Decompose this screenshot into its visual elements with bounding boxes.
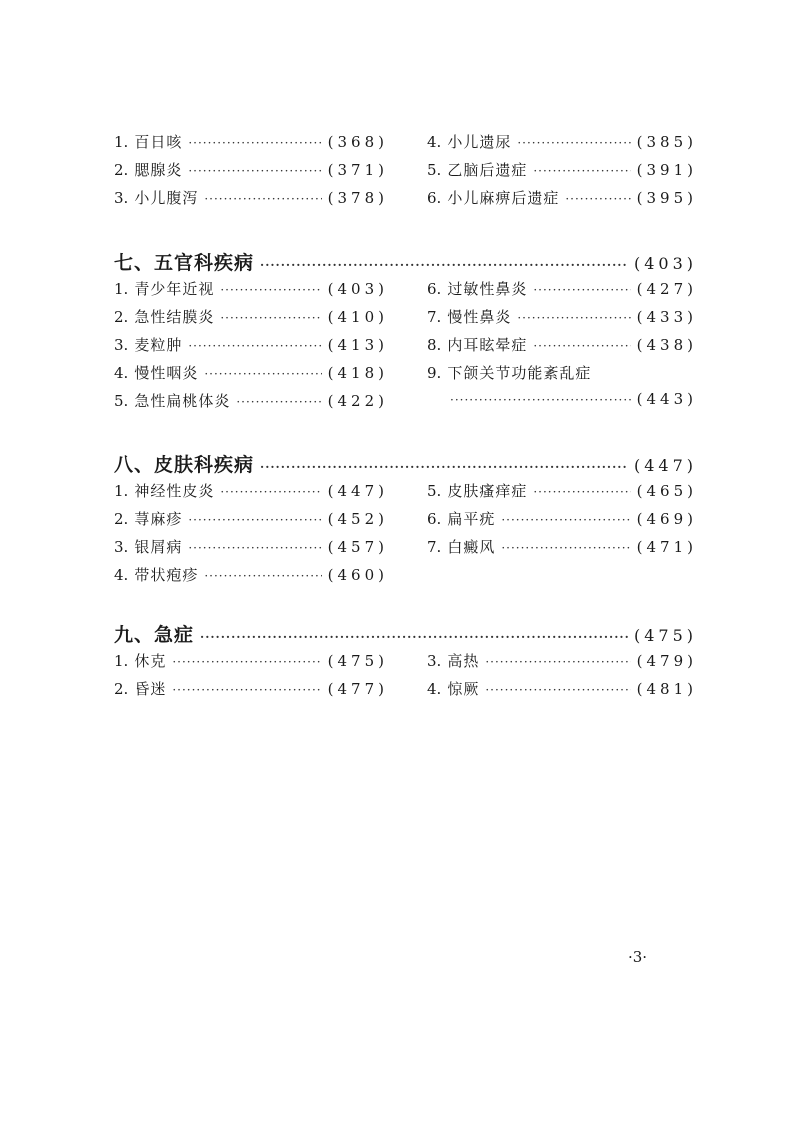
dot-leader: [533, 283, 630, 297]
toc-entry[interactable]: [114, 390, 388, 414]
page-reference: (471): [636, 538, 697, 556]
dot-leader: [533, 339, 630, 353]
entry-number: 6.: [427, 510, 442, 528]
toc-entry[interactable]: [427, 187, 697, 211]
dot-leader: [204, 367, 321, 381]
entry-number: 2.: [114, 308, 129, 326]
entry-title: 带状疱疹: [134, 566, 199, 584]
page-reference: (447): [633, 456, 697, 475]
entry-title: 百日咳: [134, 133, 183, 151]
page-reference: (422): [327, 392, 388, 410]
entry-title: 内耳眩晕症: [447, 336, 528, 354]
dot-leader: [204, 569, 321, 583]
entry-title: 急性结膜炎: [134, 308, 215, 326]
toc-entry-continuation[interactable]: [450, 390, 697, 414]
toc-entry[interactable]: [114, 306, 388, 330]
entry-number: 8.: [427, 336, 442, 354]
entry-number: 1.: [114, 280, 129, 298]
page-reference: (457): [327, 538, 388, 556]
page-reference: (433): [636, 308, 697, 326]
toc-entry[interactable]: [114, 362, 388, 386]
dot-leader: [172, 655, 321, 669]
entry-number: 7.: [427, 308, 442, 326]
entry-number: 3.: [114, 538, 129, 556]
toc-entry[interactable]: [427, 131, 697, 155]
entry-number: 1.: [114, 652, 129, 670]
dot-leader: [188, 541, 321, 555]
entry-title: 腮腺炎: [134, 161, 183, 179]
page-reference: (385): [636, 133, 697, 151]
page-reference: (460): [327, 566, 388, 584]
section-heading-row[interactable]: [114, 620, 697, 644]
page-reference: (413): [327, 336, 388, 354]
entry-number: 2.: [114, 680, 129, 698]
entry-number: 2.: [114, 510, 129, 528]
dot-leader: [450, 393, 631, 407]
toc-entry[interactable]: [427, 480, 697, 504]
entry-number: 3.: [114, 189, 129, 207]
entry-number: 6.: [427, 280, 442, 298]
entry-title: 扁平疣: [447, 510, 496, 528]
entry-title: 银屑病: [134, 538, 183, 556]
entry-title: 休克: [134, 652, 167, 670]
entry-title: 下颌关节功能紊乱症: [447, 364, 592, 382]
toc-entry[interactable]: [427, 508, 697, 532]
toc-entry[interactable]: [114, 187, 388, 211]
entry-number: 4.: [427, 680, 442, 698]
dot-leader: [188, 513, 321, 527]
dot-leader: [220, 485, 321, 499]
dot-leader: [236, 395, 321, 409]
dot-leader: [517, 311, 630, 325]
entry-title: 过敏性鼻炎: [447, 280, 528, 298]
entry-number: 3.: [427, 652, 442, 670]
entry-number: 1.: [114, 482, 129, 500]
toc-entry[interactable]: [427, 650, 697, 674]
toc-entry[interactable]: [427, 278, 697, 302]
dot-leader: [517, 136, 630, 150]
page-reference: (403): [633, 254, 697, 273]
toc-entry[interactable]: [427, 306, 697, 330]
page-reference: (395): [636, 189, 697, 207]
dot-leader: [188, 339, 321, 353]
entry-number: 2.: [114, 161, 129, 179]
toc-entry[interactable]: [427, 678, 697, 702]
entry-title: 青少年近视: [134, 280, 215, 298]
dot-leader: [200, 630, 628, 644]
toc-entry[interactable]: [427, 536, 697, 560]
dot-leader: [172, 683, 321, 697]
dot-leader: [188, 136, 321, 150]
page-reference: (443): [636, 390, 697, 408]
dot-leader: [501, 541, 630, 555]
entry-number: 9.: [427, 364, 442, 382]
entry-number: 5.: [114, 392, 129, 410]
page-reference: (391): [636, 161, 697, 179]
toc-entry[interactable]: [427, 159, 697, 183]
entry-number: 3.: [114, 336, 129, 354]
section-heading-row[interactable]: [114, 248, 697, 272]
entry-title: 荨麻疹: [134, 510, 183, 528]
page-reference: (452): [327, 510, 388, 528]
page-reference: (477): [327, 680, 388, 698]
toc-entry[interactable]: [114, 564, 388, 588]
dot-leader: [485, 683, 630, 697]
toc-entry[interactable]: [427, 362, 697, 386]
entry-title: 皮肤瘙痒症: [447, 482, 528, 500]
toc-entry[interactable]: [114, 480, 388, 504]
dot-leader: [220, 283, 321, 297]
entry-title: 小儿麻痹后遗症: [447, 189, 560, 207]
dot-leader: [485, 655, 630, 669]
entry-title: 慢性咽炎: [134, 364, 199, 382]
entry-number: 7.: [427, 538, 442, 556]
section-heading: 九、急症: [114, 624, 195, 646]
entry-number: 5.: [427, 482, 442, 500]
dot-leader: [501, 513, 630, 527]
entry-title: 急性扁桃体炎: [134, 392, 231, 410]
entry-title: 乙脑后遗症: [447, 161, 528, 179]
entry-number: 1.: [114, 133, 129, 151]
entry-number: 4.: [114, 364, 129, 382]
entry-title: 惊厥: [447, 680, 480, 698]
dot-leader: [220, 311, 321, 325]
dot-leader: [260, 460, 628, 474]
toc-entry[interactable]: [114, 159, 388, 183]
entry-title: 小儿腹泻: [134, 189, 199, 207]
dot-leader: [565, 192, 630, 206]
page-reference: (465): [636, 482, 697, 500]
dot-leader: [260, 258, 628, 272]
entry-title: 慢性鼻炎: [447, 308, 512, 326]
entry-title: 麦粒肿: [134, 336, 183, 354]
dot-leader: [533, 164, 630, 178]
page-reference: (481): [636, 680, 697, 698]
dot-leader: [204, 192, 321, 206]
section-heading: 七、五官科疾病: [114, 252, 255, 274]
page-reference: (427): [636, 280, 697, 298]
entry-title: 白癜风: [447, 538, 496, 556]
page-reference: (475): [327, 652, 388, 670]
section-heading-row[interactable]: [114, 450, 697, 474]
page-reference: (403): [327, 280, 388, 298]
toc-entry[interactable]: [114, 536, 388, 560]
page-reference: (378): [327, 189, 388, 207]
toc-entry[interactable]: [114, 678, 388, 702]
page-reference: (418): [327, 364, 388, 382]
page-number: ·3·: [628, 948, 648, 966]
entry-title: 高热: [447, 652, 480, 670]
page-reference: (447): [327, 482, 388, 500]
entry-number: 6.: [427, 189, 442, 207]
entry-title: 小儿遗尿: [447, 133, 512, 151]
entry-number: 4.: [114, 566, 129, 584]
page-reference: (438): [636, 336, 697, 354]
entry-title: 昏迷: [134, 680, 167, 698]
dot-leader: [533, 485, 630, 499]
toc-entry[interactable]: [114, 131, 388, 155]
toc-entry[interactable]: [114, 334, 388, 358]
page-reference: (368): [327, 133, 388, 151]
toc-entry[interactable]: [114, 278, 388, 302]
dot-leader: [188, 164, 321, 178]
toc-entry[interactable]: [114, 508, 388, 532]
page-reference: (371): [327, 161, 388, 179]
entry-number: 4.: [427, 133, 442, 151]
toc-entry[interactable]: [427, 334, 697, 358]
page-reference: (479): [636, 652, 697, 670]
page-reference: (410): [327, 308, 388, 326]
page-reference: (469): [636, 510, 697, 528]
entry-number: 5.: [427, 161, 442, 179]
entry-title: 神经性皮炎: [134, 482, 215, 500]
page-reference: (475): [633, 626, 697, 645]
section-heading: 八、皮肤科疾病: [114, 454, 255, 476]
toc-entry[interactable]: [114, 650, 388, 674]
